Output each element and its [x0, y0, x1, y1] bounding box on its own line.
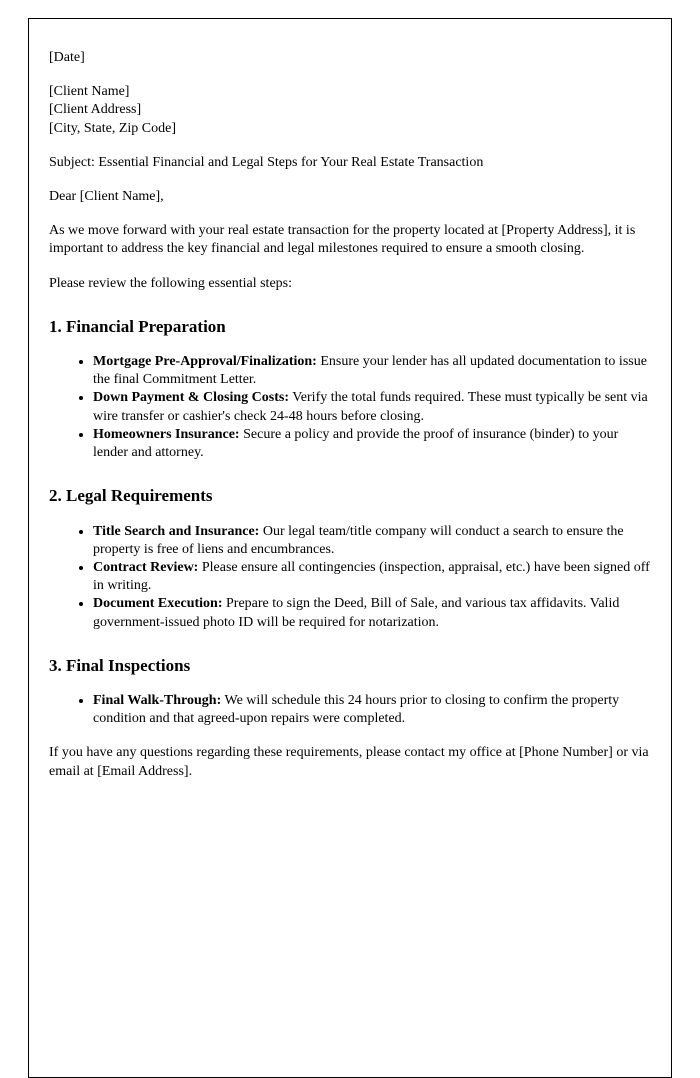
list-item — [93, 389, 651, 425]
review-line: Please review the following essential steps: — [49, 275, 292, 291]
item-text: Secure a policy and provide the proof of insurance (binder) to your lender and attorney. — [93, 426, 619, 461]
salutation: Dear [Client Name], — [49, 188, 164, 204]
list-item — [93, 595, 651, 631]
item-text: Verify the total funds required. These must typically be sent via wire transfer or cashier's check 24-48 hours before closing. — [93, 390, 648, 424]
list-item — [93, 353, 651, 389]
item-text: Prepare to sign the Deed, Bill of Sale, and various tax affidavits. Valid government-issued photo ID will be required for notarization. — [93, 596, 620, 630]
item-label: Document Execution: — [93, 596, 223, 612]
subject-line: Subject: Essential Financial and Legal Steps for Your Real Estate Transaction — [49, 154, 484, 170]
item-label: Homeowners Insurance: — [93, 426, 240, 442]
section-heading-final-inspections: 3. Final Inspections — [49, 655, 191, 675]
item-text: We will schedule this 24 hours prior to closing to confirm the property condition and that agreed-upon repairs were completed. — [93, 693, 620, 727]
list-item — [93, 523, 651, 559]
letter-page — [28, 18, 672, 1078]
section-heading-financial-preparation: 1. Financial Preparation — [49, 316, 226, 336]
item-text: Please ensure all contingencies (inspection, appraisal, etc.) have been signed off in writing. — [93, 559, 650, 594]
recipient-block — [49, 83, 651, 138]
item-label: Down Payment & Closing Costs: — [93, 390, 289, 406]
closing-paragraph: If you have any questions regarding these requirements, please contact my office at [Phone Number] or via email at [Email Address]. — [49, 745, 649, 779]
list-item — [93, 426, 651, 462]
client-name: [Client Name] — [49, 84, 130, 100]
item-label: Title Search and Insurance: — [93, 523, 260, 539]
intro-paragraph: As we move forward with your real estate transaction for the property located at [Property Address], it is important to address the key financial and legal milestones required to ensure a smooth closing. — [49, 223, 636, 257]
client-city-state-zip: [City, State, Zip Code] — [49, 120, 177, 136]
item-label: Contract Review: — [93, 559, 199, 575]
final-inspections-list — [49, 692, 651, 728]
item-text: Ensure your lender has all updated documentation to issue the final Commitment Letter. — [93, 354, 647, 388]
item-label: Final Walk-Through: — [93, 693, 222, 709]
section-heading-legal-requirements: 2. Legal Requirements — [49, 486, 213, 506]
legal-requirements-list — [49, 523, 651, 632]
date-placeholder: [Date] — [49, 50, 85, 65]
item-text: Our legal team/title company will conduct a search to ensure the property is free of liens and encumbrances. — [93, 523, 624, 557]
client-address: [Client Address] — [49, 102, 142, 118]
list-item — [93, 692, 651, 728]
item-label: Mortgage Pre-Approval/Finalization: — [93, 354, 317, 370]
financial-preparation-list — [49, 353, 651, 462]
list-item — [93, 559, 651, 595]
